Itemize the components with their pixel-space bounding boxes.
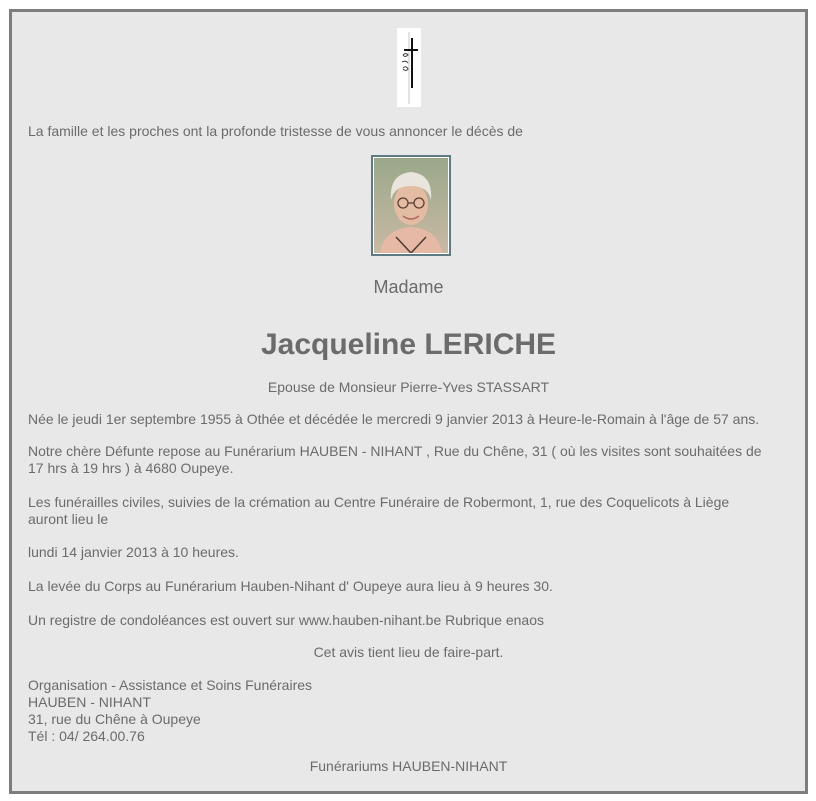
rests-text-line-2: 17 hrs à 19 hrs ) à 4680 Oupeye. [28,460,234,476]
funeral-date: lundi 14 janvier 2013 à 10 heures. [28,544,239,560]
birth-death-text: Née le jeudi 1er septembre 1955 à Othée et décédée le mercredi 9 janvier 2013 à Heure-le-Romain à l'âge de 57 ans. [28,411,760,427]
intro-text: La famille et les proches ont la profonde tristesse de vous annoncer le décès de [28,123,523,139]
rests-text-line-1: Notre chère Défunte repose au Funérarium HAUBEN - NIHANT , Rue du Chêne, 31 ( où les visites sont souhaitées de [28,443,762,459]
deceased-name: Jacqueline LERICHE [260,328,557,361]
organisation-line-2: HAUBEN - NIHANT [28,694,151,710]
organisation-phone: Tél : 04/ 264.00.76 [28,728,145,744]
organisation-line-1: Organisation - Assistance et Soins Funéraires [28,677,313,693]
funeral-text-line-2: auront lieu le [28,511,109,527]
obituary-card [9,9,808,794]
faire-part-notice: Cet avis tient lieu de faire-part. [313,644,504,660]
honorific-title: Madame [373,277,444,297]
condolence-register-text: Un registre de condoléances est ouvert sur www.hauben-nihant.be Rubrique enaos [28,612,544,628]
portrait-photo [371,155,451,256]
spouse-line: Epouse de Monsieur Pierre-Yves STASSART [267,379,550,395]
cross-emblem [397,28,421,107]
organisation-address: 31, rue du Chêne à Oupeye [28,711,201,727]
footer-signature: Funérariums HAUBEN-NIHANT [309,758,508,774]
funeral-text-line-1: Les funérailles civiles, suivies de la crémation au Centre Funéraire de Robermont, 1, rue des Coquelicots à Liège [28,494,730,510]
levee-text: La levée du Corps au Funérarium Hauben-Nihant d' Oupeye aura lieu à 9 heures 30. [28,578,553,594]
cross-icon [397,28,421,107]
portrait-image [374,158,448,253]
